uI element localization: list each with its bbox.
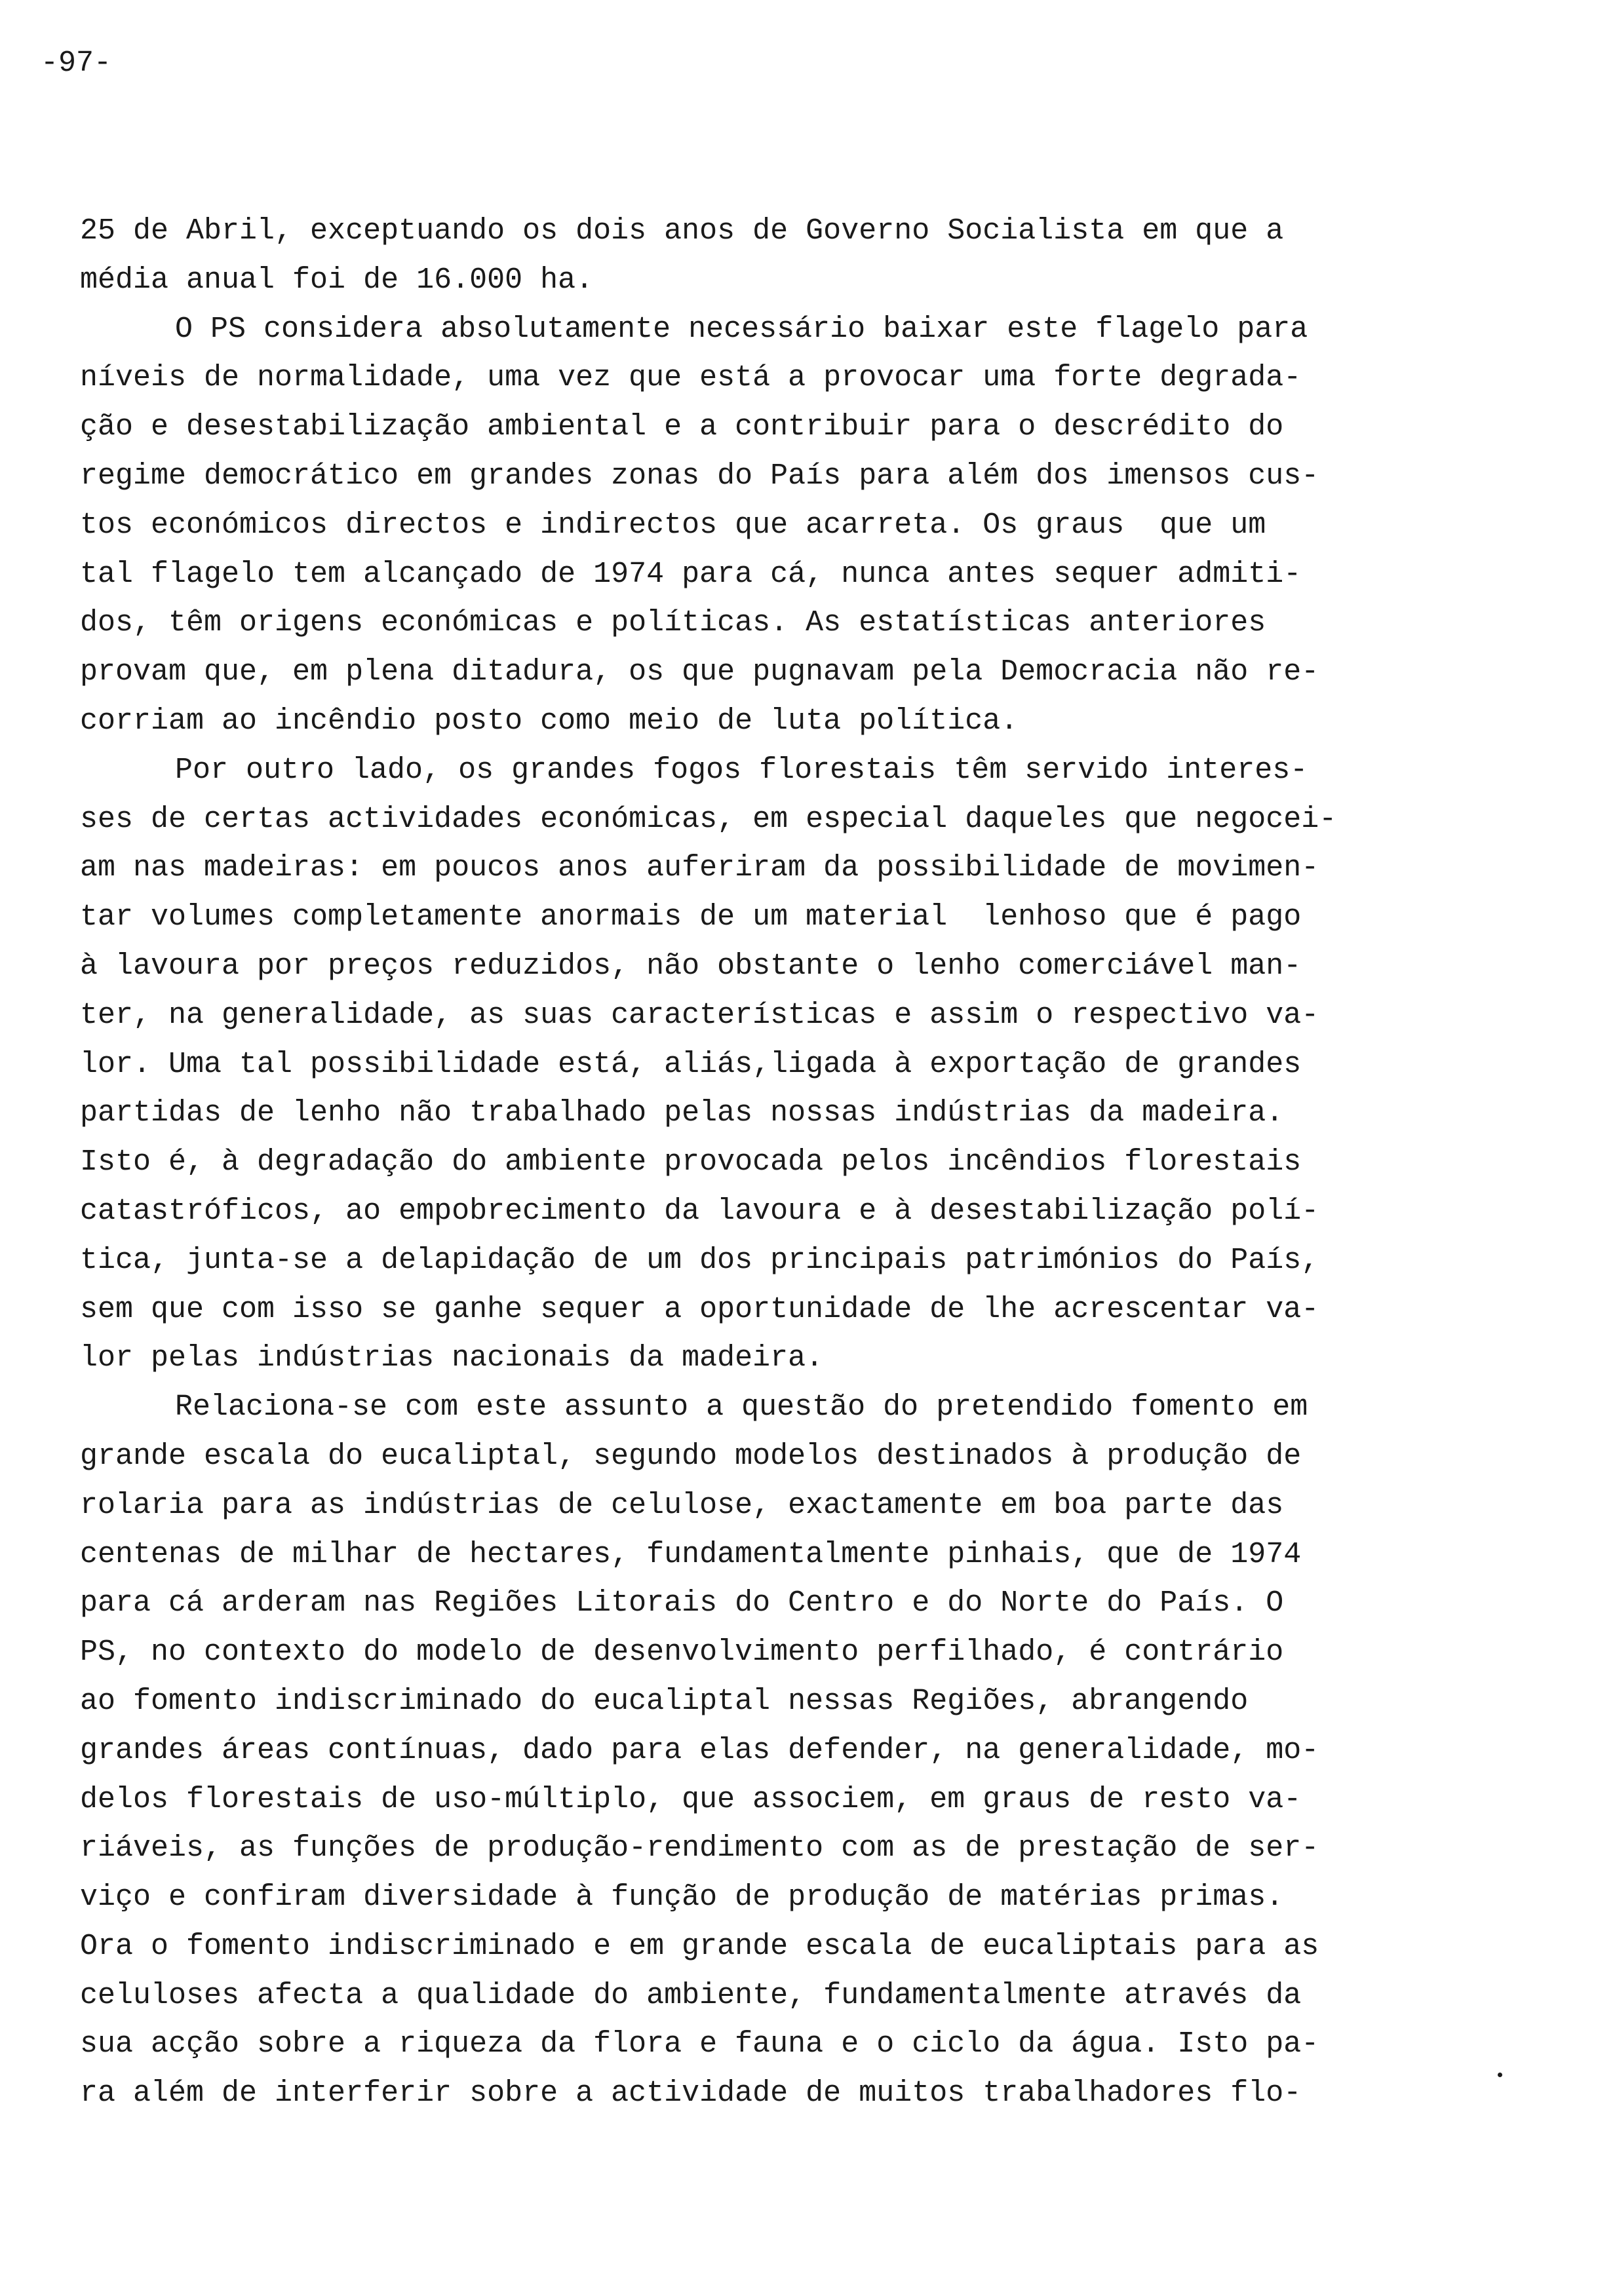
- text-line: grandes áreas contínuas, dado para elas defender, na generalidade, mo-: [80, 1733, 1319, 1767]
- text-line: PS, no contexto do modelo de desenvolvimento perfilhado, é contrário: [80, 1636, 1284, 1670]
- text-line: dos, têm origens económicas e políticas. As estatísticas anteriores: [80, 606, 1266, 640]
- text-line: corriam ao incêndio posto como meio de luta política.: [80, 704, 1019, 738]
- paragraph-first-line: Por outro lado, os grandes fogos florestais têm servido interes-: [175, 753, 1308, 787]
- text-line: média anual foi de 16.000 ha.: [80, 263, 594, 297]
- text-line: para cá arderam nas Regiões Litorais do Centro e do Norte do País. O: [80, 1586, 1284, 1620]
- text-line: regime democrático em grandes zonas do País para além dos imensos cus-: [80, 459, 1319, 493]
- text-line: lor pelas indústrias nacionais da madeira.: [80, 1341, 824, 1375]
- text-line: ter, na generalidade, as suas características e assim o respectivo va-: [80, 998, 1319, 1032]
- paragraph-first-line: Relaciona-se com este assunto a questão do pretendido fomento em: [175, 1390, 1308, 1425]
- text-line: am nas madeiras: em poucos anos auferiram da possibilidade de movimen-: [80, 851, 1319, 885]
- text-line: Isto é, à degradação do ambiente provocada pelos incêndios florestais: [80, 1145, 1302, 1179]
- text-line: catastróficos, ao empobrecimento da lavoura e à desestabilização polí-: [80, 1194, 1319, 1228]
- text-line: tica, junta-se a delapidação de um dos principais patrimónios do País,: [80, 1243, 1319, 1277]
- body-text: [80, 207, 1548, 2118]
- text-line: à lavoura por preços reduzidos, não obstante o lenho comerciável man-: [80, 949, 1302, 983]
- paragraph-first-line: O PS considera absolutamente necessário baixar este flagelo para: [175, 312, 1308, 346]
- text-line: ses de certas actividades económicas, em especial daqueles que negocei-: [80, 802, 1337, 836]
- text-line: tar volumes completamente anormais de um material lenhoso que é pago: [80, 900, 1302, 934]
- text-line: ao fomento indiscriminado do eucaliptal nessas Regiões, abrangendo: [80, 1684, 1249, 1718]
- scan-speck: [1498, 2073, 1502, 2077]
- text-line: partidas de lenho não trabalhado pelas nossas indústrias da madeira.: [80, 1096, 1284, 1130]
- text-line: lor. Uma tal possibilidade está, aliás,ligada à exportação de grandes: [80, 1047, 1302, 1081]
- text-line: sem que com isso se ganhe sequer a oportunidade de lhe acrescentar va-: [80, 1292, 1319, 1326]
- text-line: 25 de Abril, exceptuando os dois anos de Governo Socialista em que a: [80, 214, 1284, 248]
- text-line: sua acção sobre a riqueza da flora e fauna e o ciclo da água. Isto pa-: [80, 2027, 1319, 2061]
- text-line: Ora o fomento indiscriminado e em grande escala de eucaliptais para as: [80, 1929, 1319, 1963]
- text-line: tos económicos directos e indirectos que acarreta. Os graus que um: [80, 508, 1266, 542]
- text-line: grande escala do eucaliptal, segundo modelos destinados à produção de: [80, 1439, 1302, 1473]
- text-line: rolaria para as indústrias de celulose, exactamente em boa parte das: [80, 1488, 1284, 1522]
- text-line: delos florestais de uso-múltiplo, que associem, em graus de resto va-: [80, 1782, 1302, 1816]
- text-line: níveis de normalidade, uma vez que está a provocar uma forte degrada-: [80, 361, 1302, 395]
- text-line: celuloses afecta a qualidade do ambiente, fundamentalmente através da: [80, 1978, 1302, 2012]
- text-line: viço e confiram diversidade à função de produção de matérias primas.: [80, 1881, 1284, 1915]
- page-number: -97-: [41, 47, 112, 80]
- text-line: tal flagelo tem alcançado de 1974 para cá, nunca antes sequer admiti-: [80, 557, 1302, 591]
- text-line: provam que, em plena ditadura, os que pugnavam pela Democracia não re-: [80, 655, 1319, 689]
- text-line: riáveis, as funções de produção-rendimento com as de prestação de ser-: [80, 1831, 1319, 1866]
- text-line: ra além de interferir sobre a actividade de muitos trabalhadores flo-: [80, 2076, 1302, 2111]
- text-line: centenas de milhar de hectares, fundamentalmente pinhais, que de 1974: [80, 1537, 1302, 1571]
- text-line: ção e desestabilização ambiental e a contribuir para o descrédito do: [80, 410, 1284, 444]
